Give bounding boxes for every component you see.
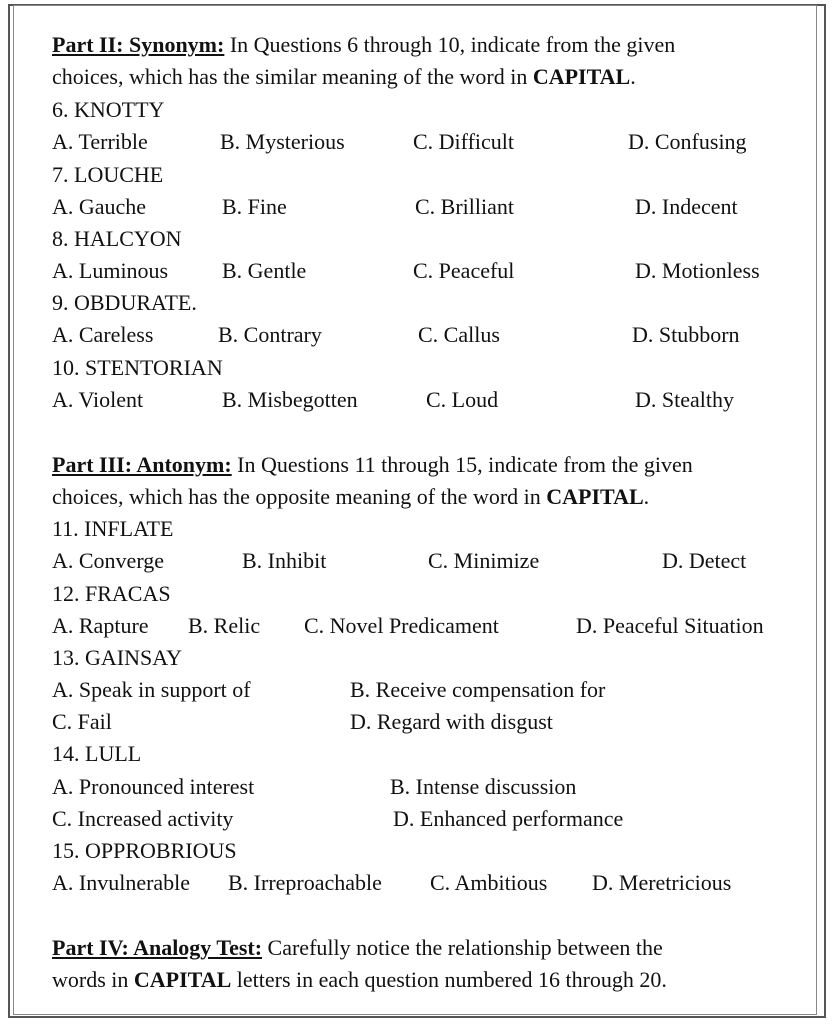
option-b: B. Mysterious: [220, 129, 345, 154]
part3-intro-text2: choices, which has the opposite meaning of the word in: [52, 484, 547, 509]
part4-intro-line1: [52, 935, 663, 961]
option-a: A. Invulnerable: [52, 870, 191, 895]
part4-intro-text: Carefully notice the relationship between the: [262, 935, 663, 960]
part2-intro-line2: [52, 64, 636, 90]
option-c: C. Ambitious: [430, 870, 548, 895]
option-d: D. Enhanced performance: [393, 806, 624, 831]
option-b: B. Misbegotten: [222, 387, 358, 412]
option-d: D. Peaceful Situation: [576, 613, 764, 638]
option-a: A. Speak in support of: [52, 677, 251, 702]
option-a: A. Careless: [52, 322, 154, 347]
option-d: D. Stubborn: [632, 322, 740, 347]
question-stem: 7. LOUCHE: [52, 162, 164, 187]
part4-intro-text3: letters in each question numbered 16 through 20.: [231, 967, 667, 992]
question-stem: 14. LULL: [52, 741, 142, 766]
question-stem: 8. HALCYON: [52, 226, 182, 251]
option-b: B. Fine: [222, 194, 287, 219]
option-a: A. Terrible: [52, 129, 148, 154]
option-b: B. Receive compensation for: [350, 677, 606, 702]
question-stem: 6. KNOTTY: [52, 97, 165, 122]
option-d: D. Motionless: [635, 258, 760, 283]
option-c: C. Minimize: [428, 548, 540, 573]
period: .: [643, 484, 650, 509]
option-a: A. Pronounced interest: [52, 774, 255, 799]
option-c: C. Increased activity: [52, 806, 234, 831]
part3-intro-line1: [52, 452, 693, 478]
question-stem: 12. FRACAS: [52, 581, 171, 606]
option-a: A. Gauche: [52, 194, 147, 219]
option-b: B. Irreproachable: [228, 870, 382, 895]
option-d: D. Detect: [662, 548, 747, 573]
option-b: B. Gentle: [222, 258, 307, 283]
part4-intro-line2: [52, 967, 667, 993]
capital-word: CAPITAL: [546, 484, 644, 509]
capital-word: CAPITAL: [133, 967, 232, 992]
question-stem: 13. GAINSAY: [52, 645, 182, 670]
option-b: B. Intense discussion: [390, 774, 577, 799]
part4-heading: Part IV: Analogy Test:: [52, 935, 263, 960]
question-stem: 10. STENTORIAN: [52, 355, 223, 380]
question-stem: 9. OBDURATE.: [52, 290, 197, 315]
question-stem: 15. OPPROBRIOUS: [52, 838, 237, 863]
option-d: D. Regard with disgust: [350, 709, 553, 734]
option-c: C. Peaceful: [413, 258, 515, 283]
capital-word: CAPITAL: [532, 64, 631, 89]
part2-heading: Part II: Synonym:: [52, 32, 225, 57]
option-d: D. Indecent: [635, 194, 738, 219]
option-c: C. Loud: [426, 387, 499, 412]
part4-intro-text2: words in: [52, 967, 134, 992]
part2-intro-text: In Questions 6 through 10, indicate from the given: [224, 32, 676, 57]
option-b: B. Relic: [188, 613, 261, 638]
option-a: A. Luminous: [52, 258, 169, 283]
option-d: D. Confusing: [628, 129, 747, 154]
option-c: C. Brilliant: [415, 194, 514, 219]
option-d: D. Meretricious: [592, 870, 732, 895]
option-c: C. Difficult: [413, 129, 515, 154]
option-b: B. Contrary: [218, 322, 322, 347]
part3-intro-line2: [52, 484, 649, 510]
option-a: A. Rapture: [52, 613, 149, 638]
part3-heading: Part III: Antonym:: [52, 452, 232, 477]
option-c: C. Novel Predicament: [304, 613, 499, 638]
option-c: C. Fail: [52, 709, 112, 734]
option-c: C. Callus: [418, 322, 500, 347]
part2-intro-line1: [52, 32, 675, 58]
period: .: [630, 64, 636, 89]
option-b: B. Inhibit: [242, 548, 327, 573]
option-d: D. Stealthy: [635, 387, 734, 412]
part2-intro-text2: choices, which has the similar meaning of the word in: [52, 64, 533, 89]
part3-intro-text: In Questions 11 through 15, indicate from the given: [231, 452, 693, 477]
option-a: A. Violent: [52, 387, 144, 412]
question-stem: 11. INFLATE: [52, 516, 174, 541]
option-a: A. Converge: [52, 548, 165, 573]
